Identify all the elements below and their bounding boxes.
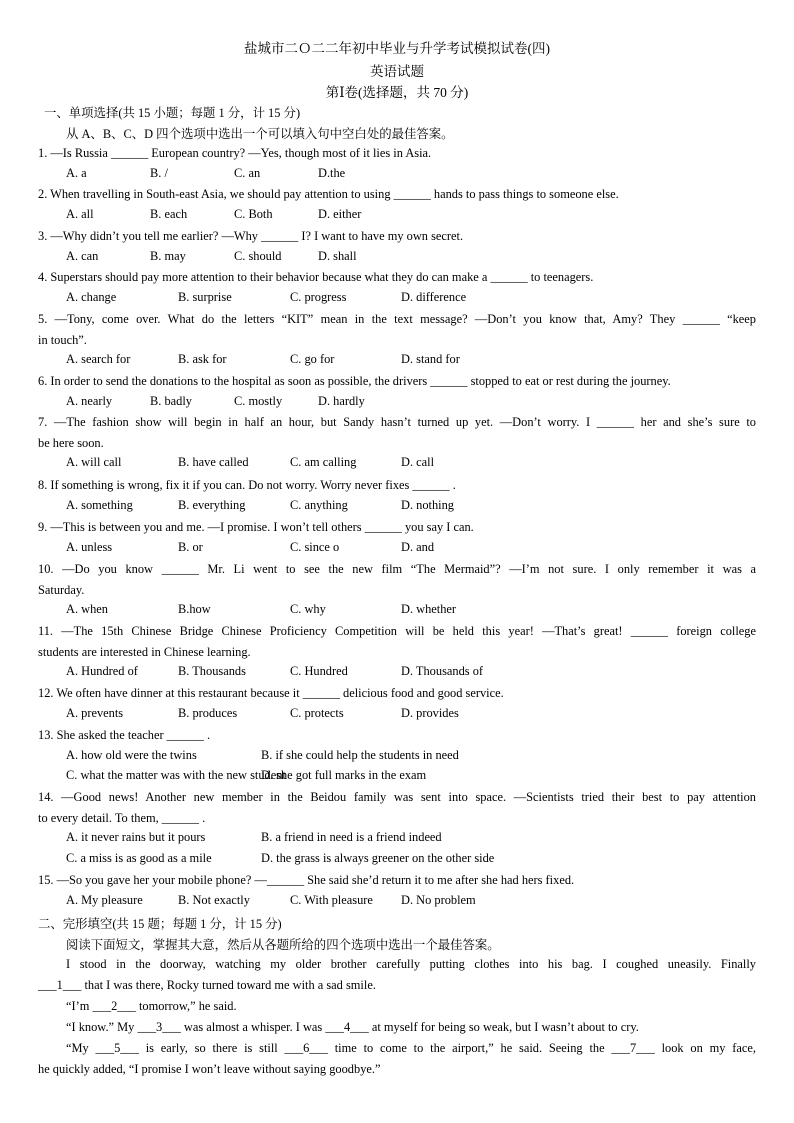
section2-instruction: 阅读下面短文，掌握其大意，然后从各题所给的四个选项中选出一个最佳答案。 bbox=[66, 938, 500, 952]
question-text: 5. —Tony, come over. What do the letters “KIT” mean in the text message? —Don’t you know that, Amy? They ______ “keep bbox=[38, 312, 756, 326]
answer-option[interactable]: B. if she could help the students in need bbox=[261, 747, 459, 762]
answer-option[interactable]: C. a miss is as good as a mile bbox=[66, 850, 212, 865]
question-text: 9. —This is between you and me. —I promise. I won’t tell others ______ you say I can. bbox=[38, 520, 474, 534]
answer-option[interactable]: A. a bbox=[66, 165, 87, 180]
option-row bbox=[66, 748, 756, 764]
answer-option[interactable]: A. Hundred of bbox=[66, 664, 138, 678]
answer-option[interactable]: D. difference bbox=[401, 289, 467, 304]
answer-option[interactable]: D. provides bbox=[401, 705, 459, 720]
answer-option[interactable]: C. since o bbox=[290, 539, 340, 554]
answer-option[interactable]: B. have called bbox=[178, 455, 249, 469]
question-text: students are interested in Chinese learning. bbox=[38, 644, 251, 659]
answer-option[interactable]: D. whether bbox=[401, 602, 457, 616]
option-row bbox=[66, 455, 756, 471]
option-row bbox=[66, 768, 756, 784]
question-text: 13. She asked the teacher ______ . bbox=[38, 728, 211, 742]
passage-line: “I’m ___2___ tomorrow,” he said. bbox=[66, 999, 237, 1013]
answer-option[interactable]: A. when bbox=[66, 602, 108, 616]
question-text: 2. When travelling in South-east Asia, we should pay attention to using ______ hands to pass things to someone else. bbox=[38, 187, 619, 201]
answer-option[interactable]: C. go for bbox=[290, 352, 335, 366]
answer-option[interactable]: A. nearly bbox=[66, 393, 113, 408]
option-row bbox=[66, 602, 756, 618]
option-row bbox=[66, 851, 756, 867]
question-text: 11. —The 15th Chinese Bridge Chinese Proficiency Competition will be held this year! —That’s great! ______ foreign college bbox=[38, 624, 756, 638]
answer-option[interactable]: D. Thousands of bbox=[401, 664, 484, 678]
answer-option[interactable]: A. search for bbox=[66, 352, 131, 366]
answer-option[interactable]: D. call bbox=[401, 455, 435, 469]
answer-option[interactable]: D. No problem bbox=[401, 892, 476, 907]
answer-option[interactable]: B. / bbox=[150, 165, 168, 180]
question-text: in touch”. bbox=[38, 332, 87, 347]
question-text: 3. —Why didn’t you tell me earlier? —Why ______ I? I want to have my own secret. bbox=[38, 229, 464, 243]
answer-option[interactable]: A. My pleasure bbox=[66, 892, 143, 907]
answer-option[interactable]: D. the grass is always greener on the other side bbox=[261, 850, 495, 865]
answer-option[interactable]: D.the bbox=[318, 165, 346, 180]
answer-option[interactable]: B. everything bbox=[178, 497, 246, 512]
answer-option[interactable]: B. a friend in need is a friend indeed bbox=[261, 830, 442, 844]
exam-title: 盐城市二Ｏ二二年初中毕业与升学考试模拟试卷(四) bbox=[244, 41, 550, 56]
answer-option[interactable]: B. ask for bbox=[178, 352, 227, 366]
answer-option[interactable]: A. how old were the twins bbox=[66, 747, 197, 762]
answer-option[interactable]: D. and bbox=[401, 539, 435, 554]
question-text: Saturday. bbox=[38, 582, 85, 597]
section1-heading: 一、单项选择(共 15 小题；每题 1 分，计 15 分) bbox=[44, 106, 301, 120]
exam-subtitle: 英语试题 bbox=[370, 64, 424, 79]
option-row bbox=[66, 352, 756, 368]
answer-option[interactable]: C. mostly bbox=[234, 393, 283, 408]
answer-option[interactable]: B. produces bbox=[178, 705, 238, 720]
option-row bbox=[66, 664, 756, 680]
answer-option[interactable]: C. Both bbox=[234, 206, 273, 221]
answer-option[interactable]: A. unless bbox=[66, 539, 113, 554]
answer-option[interactable]: B. each bbox=[150, 206, 188, 221]
question-text: 12. We often have dinner at this restaurant because it ______ delicious food and good service. bbox=[38, 686, 504, 700]
passage-line: “I know.” My ___3___ was almost a whisper. I was ___4___ at myself for being so weak, but I wasn’t about to cry. bbox=[66, 1020, 639, 1034]
option-row bbox=[66, 706, 756, 722]
question-text: 10. —Do you know ______ Mr. Li went to see the new film “The Mermaid”? —I’m not sure. I only remember it was a bbox=[38, 562, 756, 576]
passage-line: ___1___ that I was there, Rocky turned toward me with a sad smile. bbox=[38, 978, 376, 992]
answer-option[interactable]: C. progress bbox=[290, 289, 347, 304]
answer-option[interactable]: A. it never rains but it pours bbox=[66, 830, 206, 844]
question-text: to every detail. To them, ______ . bbox=[38, 810, 206, 825]
answer-option[interactable]: C. what the matter was with the new student bbox=[66, 768, 286, 782]
question-text: 8. If something is wrong, fix it if you can. Do not worry. Worry never fixes ______ . bbox=[38, 478, 456, 492]
option-row bbox=[66, 498, 756, 514]
answer-option[interactable]: A. change bbox=[66, 289, 117, 304]
option-row bbox=[66, 249, 756, 265]
answer-option[interactable]: C. Hundred bbox=[290, 664, 348, 678]
answer-option[interactable]: B. surprise bbox=[178, 289, 232, 304]
option-row bbox=[66, 290, 756, 306]
answer-option[interactable]: C. am calling bbox=[290, 455, 357, 469]
answer-option[interactable]: C. should bbox=[234, 248, 282, 263]
answer-option[interactable]: A. will call bbox=[66, 455, 122, 469]
answer-option[interactable]: D. she got full marks in the exam bbox=[261, 768, 427, 782]
passage-line: “My ___5___ is early, so there is still ___6___ time to come to the airport,” he said. Seeing the ___7___ look on my face, bbox=[66, 1041, 756, 1055]
answer-option[interactable]: C. an bbox=[234, 165, 261, 180]
question-text: 4. Superstars should pay more attention to their behavior because what they do can make a ______ to teenagers. bbox=[38, 270, 594, 284]
answer-option[interactable]: A. prevents bbox=[66, 705, 124, 720]
answer-option[interactable]: D. shall bbox=[318, 248, 357, 263]
answer-option[interactable]: B. Not exactly bbox=[178, 892, 250, 907]
answer-option[interactable]: A. all bbox=[66, 206, 94, 221]
option-row bbox=[66, 893, 756, 909]
option-row bbox=[66, 207, 756, 223]
answer-option[interactable]: B. Thousands bbox=[178, 664, 246, 678]
question-text: 1. —Is Russia ______ European country? —Yes, though most of it lies in Asia. bbox=[38, 146, 432, 160]
question-text: 15. —So you gave her your mobile phone? —______ She said she’d return it to me after she had hers fixed. bbox=[38, 873, 575, 887]
passage-line: he quickly added, “I promise I won’t leave without saying goodbye.” bbox=[38, 1062, 381, 1076]
answer-option[interactable]: C. With pleasure bbox=[290, 892, 373, 907]
section1-instruction: 从 A、B、C、D 四个选项中选出一个可以填入句中空白处的最佳答案。 bbox=[66, 127, 454, 141]
answer-option[interactable]: A. something bbox=[66, 497, 133, 512]
answer-option[interactable]: C. anything bbox=[290, 497, 348, 512]
option-row bbox=[66, 166, 756, 182]
question-text: be here soon. bbox=[38, 435, 104, 450]
answer-option[interactable]: C. why bbox=[290, 602, 326, 616]
part-title: 第Ⅰ卷(选择题，共 70 分) bbox=[325, 85, 469, 100]
answer-option[interactable]: B. or bbox=[178, 539, 203, 554]
answer-option[interactable]: B. may bbox=[150, 248, 186, 263]
answer-option[interactable]: B. badly bbox=[150, 393, 192, 408]
option-row bbox=[66, 830, 756, 846]
section2-heading: 二、完形填空(共 15 题；每题 1 分，计 15 分) bbox=[38, 917, 282, 931]
passage-line: I stood in the doorway, watching my older brother carefully putting clothes into his bag. I coughed uneasily. Finally bbox=[66, 957, 756, 971]
answer-option[interactable]: D. hardly bbox=[318, 393, 365, 408]
answer-option[interactable]: D. nothing bbox=[401, 497, 455, 512]
answer-option[interactable]: A. can bbox=[66, 248, 99, 263]
question-text: 7. —The fashion show will begin in half an hour, but Sandy hasn’t turned up yet. —Don’t worry. I ______ her and she’s sure to bbox=[38, 415, 756, 429]
option-row bbox=[66, 540, 756, 556]
answer-option[interactable]: D. stand for bbox=[401, 352, 460, 366]
option-row bbox=[66, 394, 756, 410]
answer-option[interactable]: D. either bbox=[318, 206, 362, 221]
question-text: 6. In order to send the donations to the hospital as soon as possible, the drivers ______ stopped to eat or rest during the journey. bbox=[38, 374, 671, 388]
answer-option[interactable]: B.how bbox=[178, 602, 211, 616]
question-text: 14. —Good news! Another new member in the Beidou family was sent into space. —Scientists tried their best to pay attention bbox=[38, 790, 756, 804]
answer-option[interactable]: C. protects bbox=[290, 705, 344, 720]
